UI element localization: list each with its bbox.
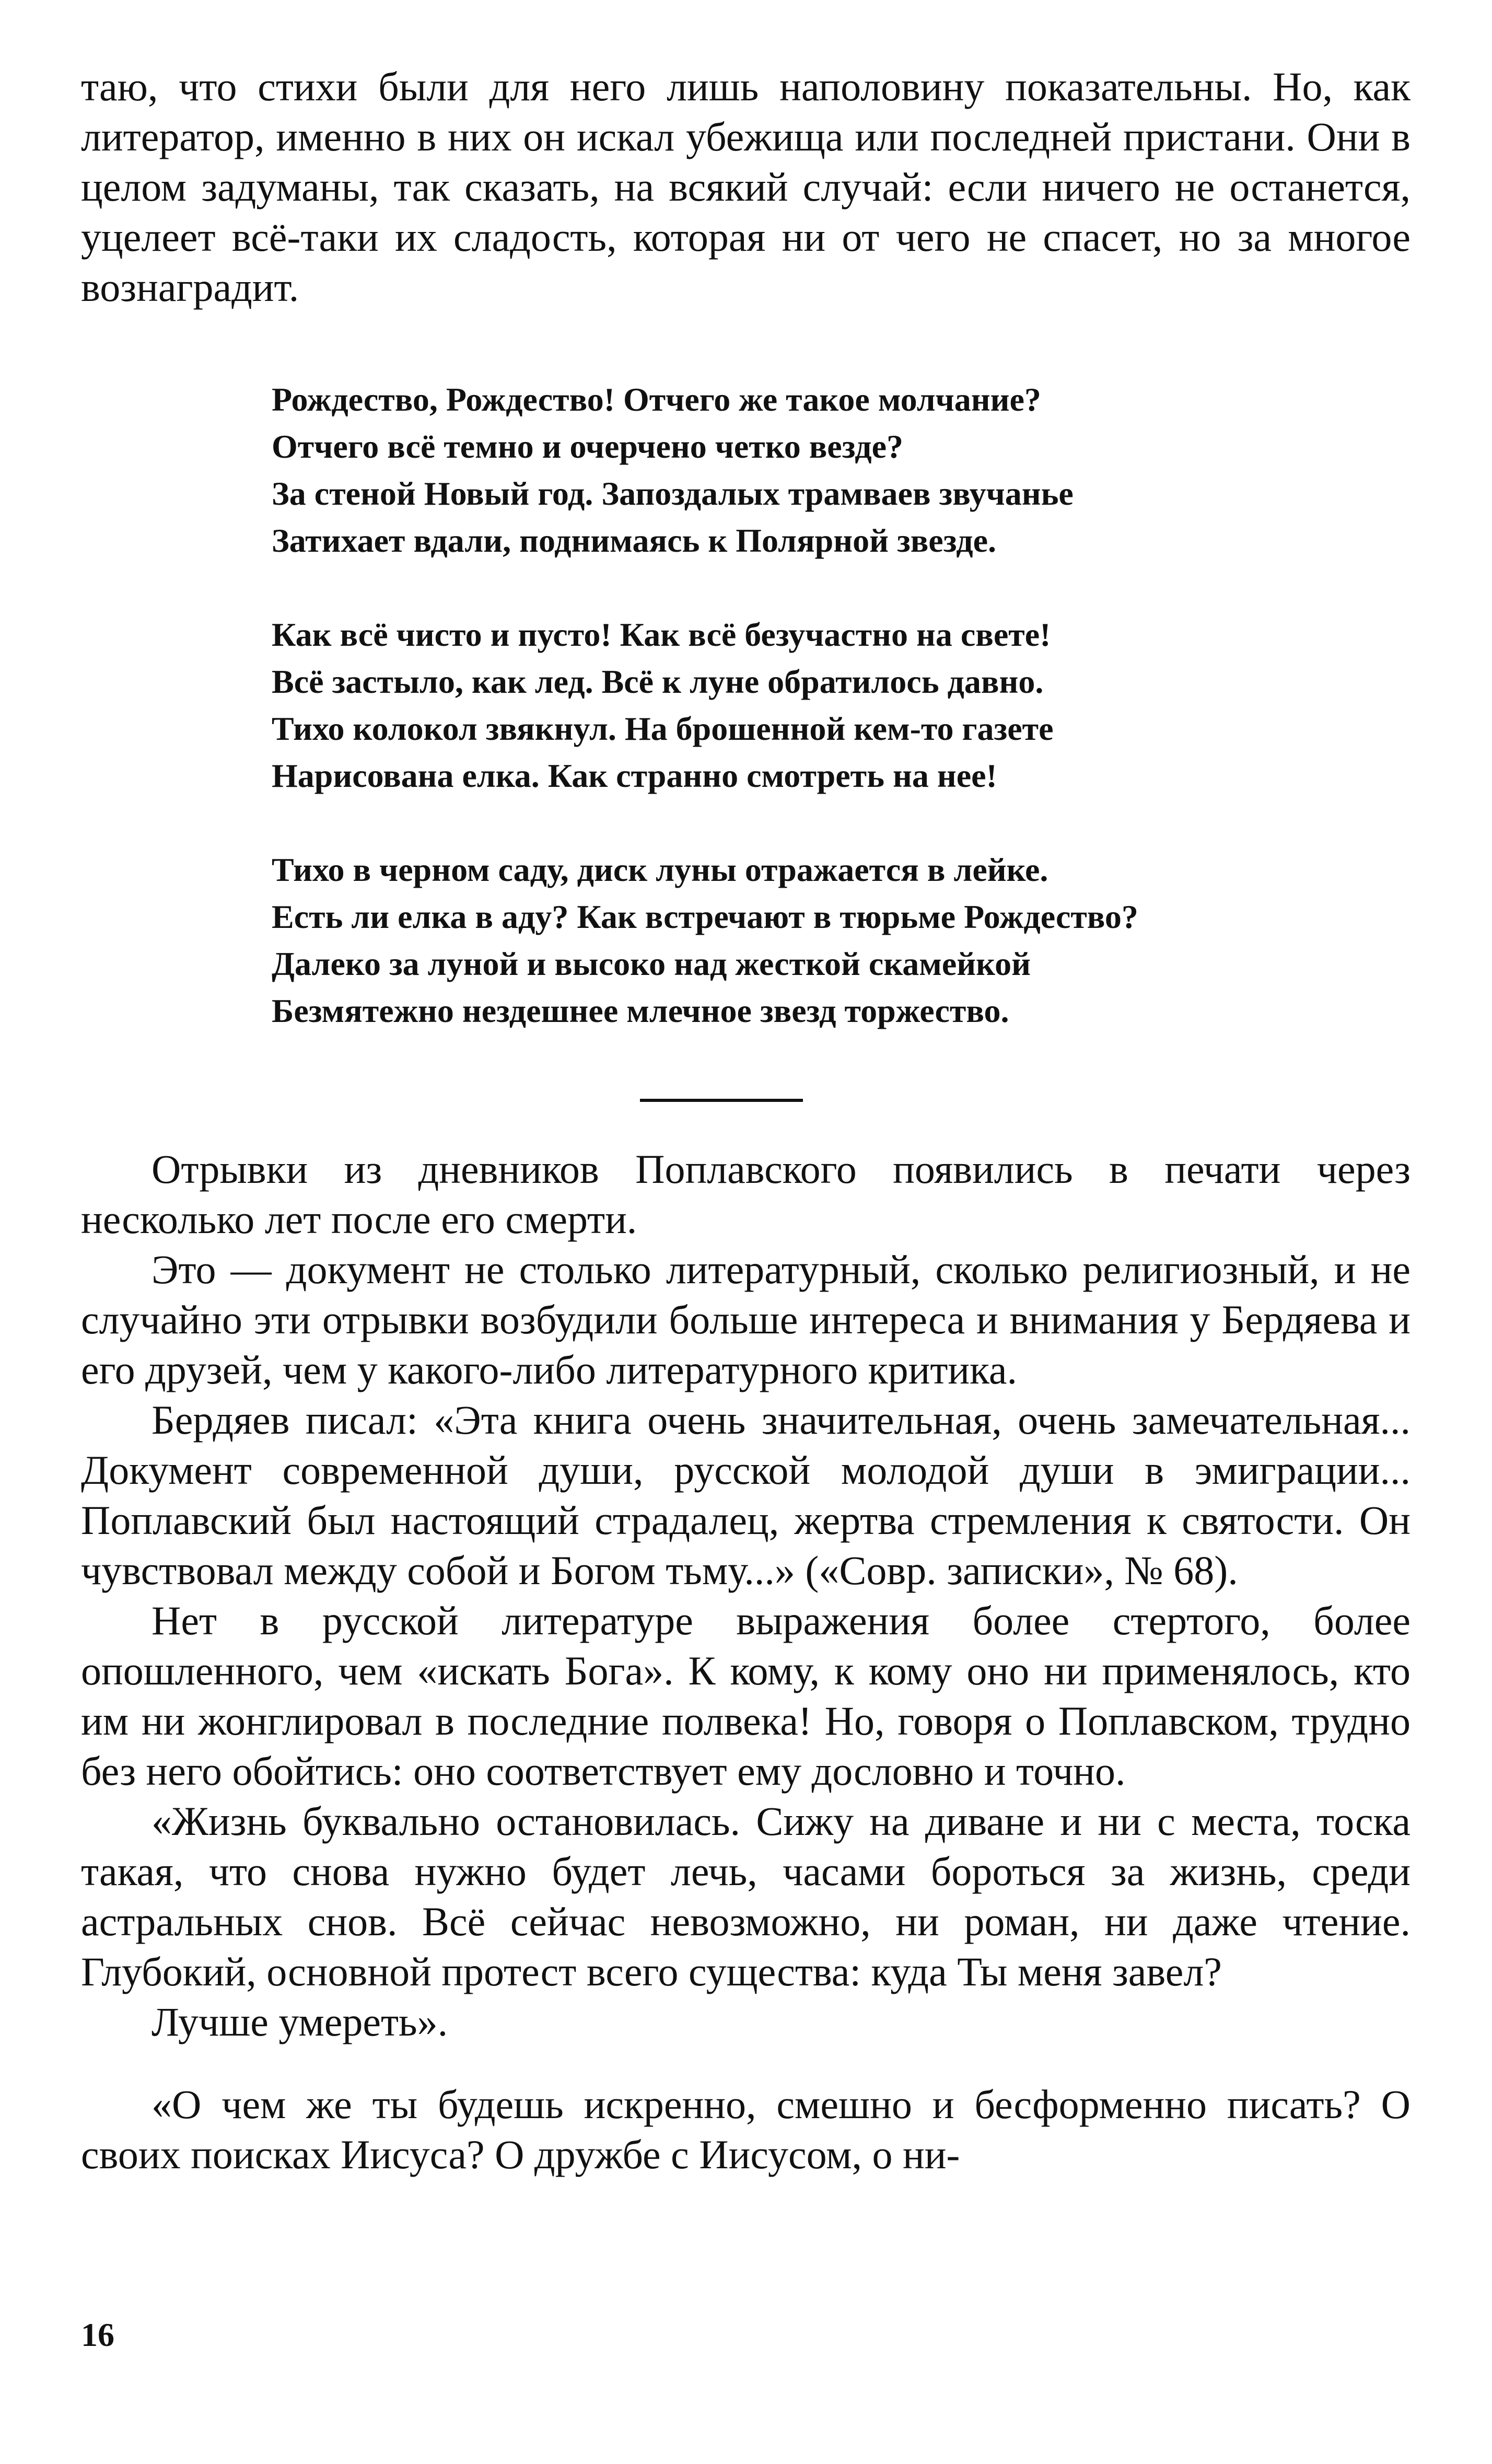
intro-paragraph: таю, что стихи были для него лишь наполовину показательны. Но, как литератор, именно в них он искал убежища или последней пристани. Они в целом задуманы, так сказать, на всякий случай: если ничего не останется, уцелеет всё-таки их сладость, которая ни от чего не спасет, но за многое вознаградит. bbox=[81, 64, 1411, 310]
paragraph: Бердяев писал: «Эта книга очень значительная, очень замечательная... Документ современной души, русской молодой души в эмиграции... Поплавский был настоящий страдалец, жертва стремления к святости. Он чувствовал между собой и Богом тьму...» («Совр. записки», № 68). bbox=[81, 1397, 1411, 1593]
poem-line: Нарисована елка. Как странно смотреть на нее! bbox=[272, 757, 997, 794]
poem-line: Отчего всё темно и очерчено четко везде? bbox=[272, 428, 904, 465]
poem-stanza-3 bbox=[272, 846, 1369, 1035]
poem-line: Затихает вдали, поднимаясь к Полярной звезде. bbox=[272, 522, 997, 559]
intro-paragraph-block bbox=[81, 62, 1411, 312]
paragraph: «Жизнь буквально остановилась. Сижу на диване и ни с места, тоска такая, что снова нужно будет лечь, часами бороться за жизнь, среди астральных снов. Всё сейчас невозможно, ни роман, ни даже чтение. Глубокий, основной протест всего существа: куда Ты меня завел? bbox=[81, 1798, 1411, 1994]
poem-line: Далеко за луной и высоко над жесткой скамейкой bbox=[272, 945, 1031, 982]
poem-line: Всё застыло, как лед. Всё к луне обратилось давно. bbox=[272, 663, 1044, 700]
page-number: 16 bbox=[81, 2316, 114, 2353]
paragraph-gap bbox=[81, 2047, 1411, 2079]
poem-stanza-1 bbox=[272, 376, 1369, 564]
poem-line: Есть ли елка в аду? Как встречают в тюрьме Рождество? bbox=[272, 898, 1138, 935]
poem bbox=[272, 376, 1369, 1082]
poem-line: За стеной Новый год. Запоздалых трамваев звучанье bbox=[272, 475, 1074, 512]
paragraph: Это — документ не столько литературный, сколько религиозный, и не случайно эти отрывки возбудили больше интереса и внимания у Бердяева и его друзей, чем у какого-либо литературного критика. bbox=[81, 1247, 1411, 1392]
paragraph: «О чем же ты будешь искренно, смешно и бесформенно писать? О своих поисках Иисуса? О дружбе с Иисусом, о ни- bbox=[81, 2082, 1411, 2177]
section-divider bbox=[640, 1099, 803, 1102]
poem-line: Безмятежно нездешнее млечное звезд торжество. bbox=[272, 992, 1009, 1029]
paragraph: Нет в русской литературе выражения более стертого, более опошленного, чем «искать Бога». К кому, к кому оно ни применялось, кто им ни жонглировал в последние полвека! Но, говоря о Поплавском, трудно без него обойтись: оно соответствует ему дословно и точно. bbox=[81, 1598, 1411, 1794]
poem-line: Тихо колокол звякнул. На брошенной кем-то газете bbox=[272, 710, 1054, 747]
poem-line: Тихо в черном саду, диск луны отражается в лейке. bbox=[272, 851, 1048, 888]
poem-line: Как всё чисто и пусто! Как всё безучастно на свете! bbox=[272, 616, 1051, 653]
poem-line: Рождество, Рождество! Отчего же такое молчание? bbox=[272, 381, 1041, 418]
paragraph: Отрывки из дневников Поплавского появились в печати через несколько лет после его смерти. bbox=[81, 1146, 1411, 1242]
poem-stanza-2 bbox=[272, 611, 1369, 799]
paragraph: Лучше умереть». bbox=[151, 1999, 448, 2044]
body-text bbox=[81, 1144, 1411, 2180]
